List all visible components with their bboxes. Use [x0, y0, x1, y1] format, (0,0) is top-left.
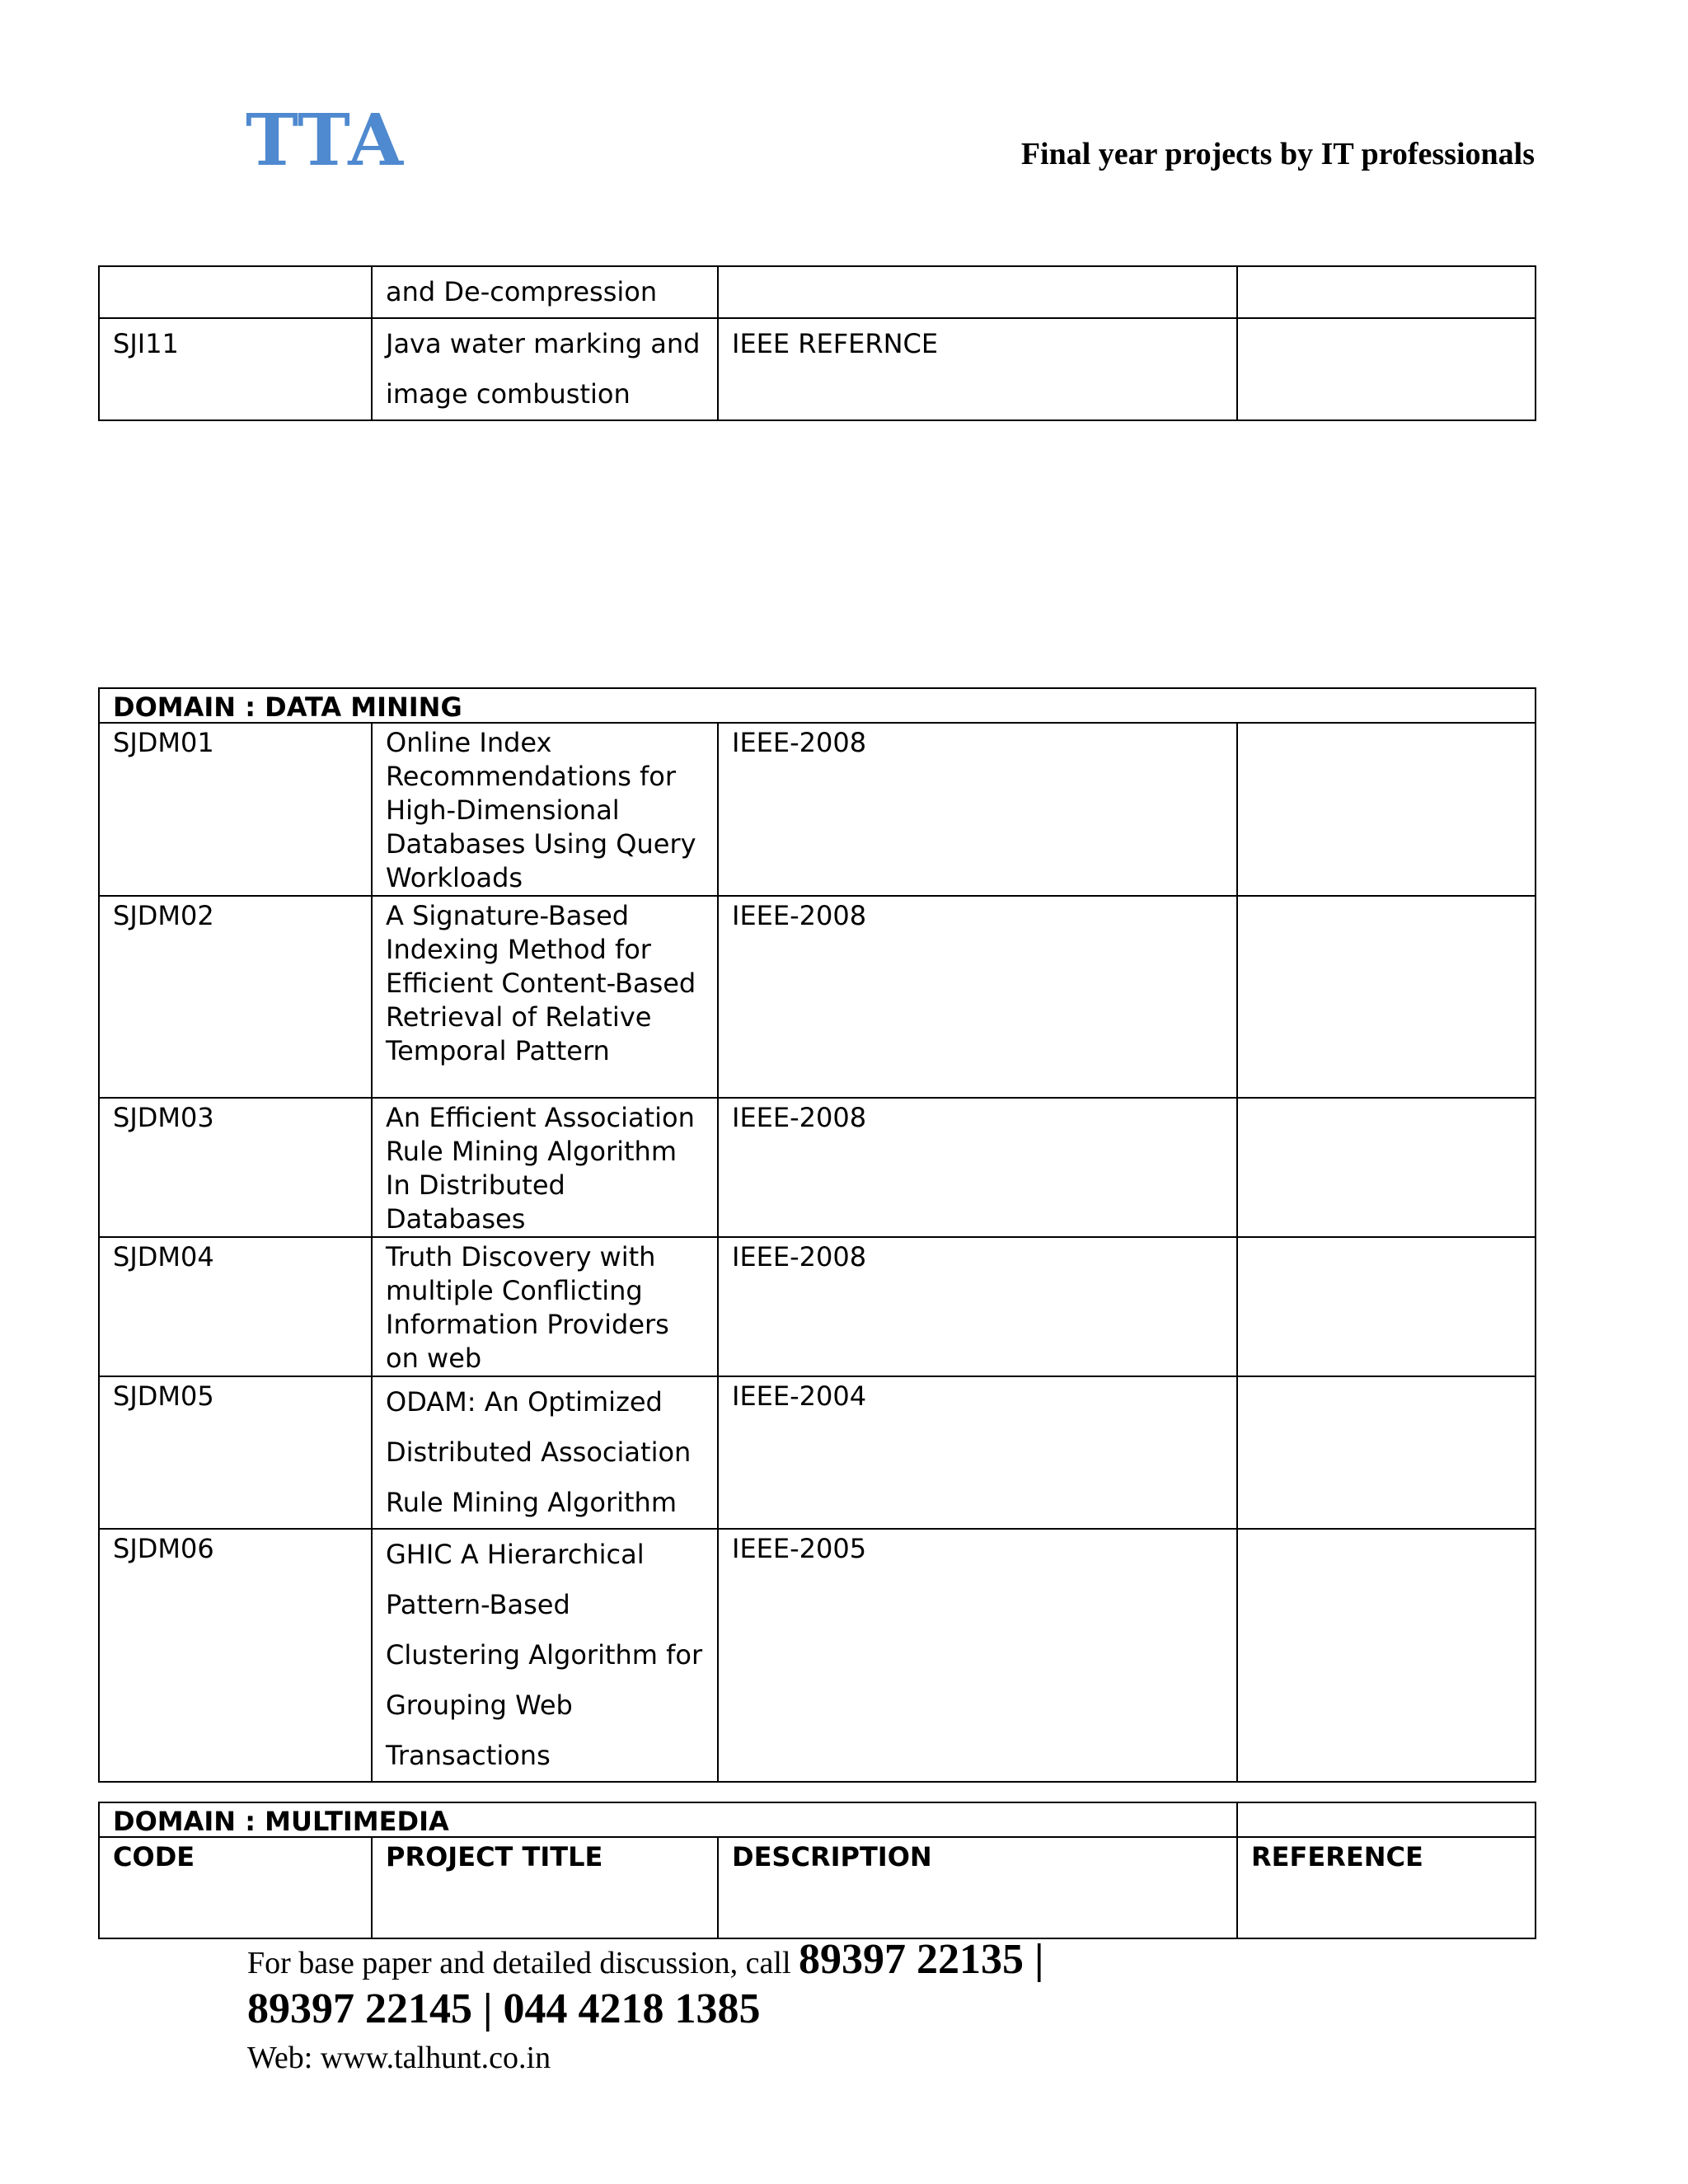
header-tagline: Final year projects by IT professionals	[1020, 137, 1535, 171]
description-cell: IEEE-2005	[718, 1529, 1237, 1782]
code-cell: SJDM06	[99, 1529, 372, 1782]
table-header-row	[99, 1837, 1536, 1938]
title-cell: GHIC A Hierarchical Pattern-Based Clustering Algorithm for Grouping Web Transactions	[372, 1529, 718, 1782]
code-cell: SJDM01	[99, 723, 372, 896]
reference-cell	[1237, 1529, 1536, 1782]
data-mining-table	[98, 687, 1536, 1783]
code-cell	[99, 266, 372, 318]
footer-website: Web: www.talhunt.co.in	[247, 2041, 551, 2075]
table-row	[99, 318, 1536, 420]
description-cell: IEEE REFERNCE	[718, 318, 1237, 420]
description-cell: IEEE-2008	[718, 723, 1237, 896]
description-cell: IEEE-2008	[718, 896, 1237, 1098]
footer-phone-numbers: 89397 22145 | 044 4218 1385	[247, 1985, 761, 2032]
title-cell: An Efficient Association Rule Mining Algorithm In Distributed Databases	[372, 1098, 718, 1237]
title-cell: and De-compression	[372, 266, 718, 318]
code-cell: SJDM03	[99, 1098, 372, 1237]
reference-cell	[1237, 318, 1536, 420]
reference-cell	[1237, 1237, 1536, 1376]
table-row	[99, 723, 1536, 896]
domain-title: DOMAIN : DATA MINING	[99, 688, 1536, 723]
code-cell: SJDM02	[99, 896, 372, 1098]
domain-row	[99, 688, 1536, 723]
multimedia-table	[98, 1802, 1536, 1939]
table-row	[99, 1098, 1536, 1237]
column-header-code: CODE	[99, 1837, 372, 1938]
code-cell: SJDM05	[99, 1376, 372, 1529]
table-row	[99, 1529, 1536, 1782]
footer-call-line	[247, 1938, 1043, 1981]
column-header-description: DESCRIPTION	[718, 1837, 1237, 1938]
reference-cell	[1237, 1098, 1536, 1237]
continued-projects-table	[98, 265, 1536, 421]
description-cell: IEEE-2008	[718, 1237, 1237, 1376]
reference-cell	[1237, 266, 1536, 318]
title-cell: A Signature-Based Indexing Method for Efficient Content-Based Retrieval of Relative Temporal Pattern	[372, 896, 718, 1098]
tta-logo: TTA	[246, 99, 405, 182]
reference-cell	[1237, 896, 1536, 1098]
empty-cell	[1237, 1802, 1536, 1837]
description-cell: IEEE-2004	[718, 1376, 1237, 1529]
title-cell: Java water marking and image combustion	[372, 318, 718, 420]
domain-title: DOMAIN : MULTIMEDIA	[99, 1802, 1237, 1837]
table-row	[99, 1237, 1536, 1376]
table-row	[99, 896, 1536, 1098]
domain-row	[99, 1802, 1536, 1837]
title-cell: ODAM: An Optimized Distributed Association Rule Mining Algorithm	[372, 1376, 718, 1529]
reference-cell	[1237, 1376, 1536, 1529]
description-cell	[718, 266, 1237, 318]
table-row	[99, 1376, 1536, 1529]
table-row	[99, 266, 1536, 318]
title-cell: Truth Discovery with multiple Conflicting Information Providers on web	[372, 1237, 718, 1376]
column-header-reference: REFERENCE	[1237, 1837, 1536, 1938]
footer-phone-primary: 89397 22135 |	[799, 1936, 1044, 1983]
description-cell: IEEE-2008	[718, 1098, 1237, 1237]
code-cell: SJDM04	[99, 1237, 372, 1376]
footer-call-text: For base paper and detailed discussion, call	[247, 1946, 799, 1980]
code-cell: SJI11	[99, 318, 372, 420]
column-header-project-title: PROJECT TITLE	[372, 1837, 718, 1938]
reference-cell	[1237, 723, 1536, 896]
title-cell: Online Index Recommendations for High-Dimensional Databases Using Query Workloads	[372, 723, 718, 896]
footer-contact	[247, 1938, 1043, 2074]
